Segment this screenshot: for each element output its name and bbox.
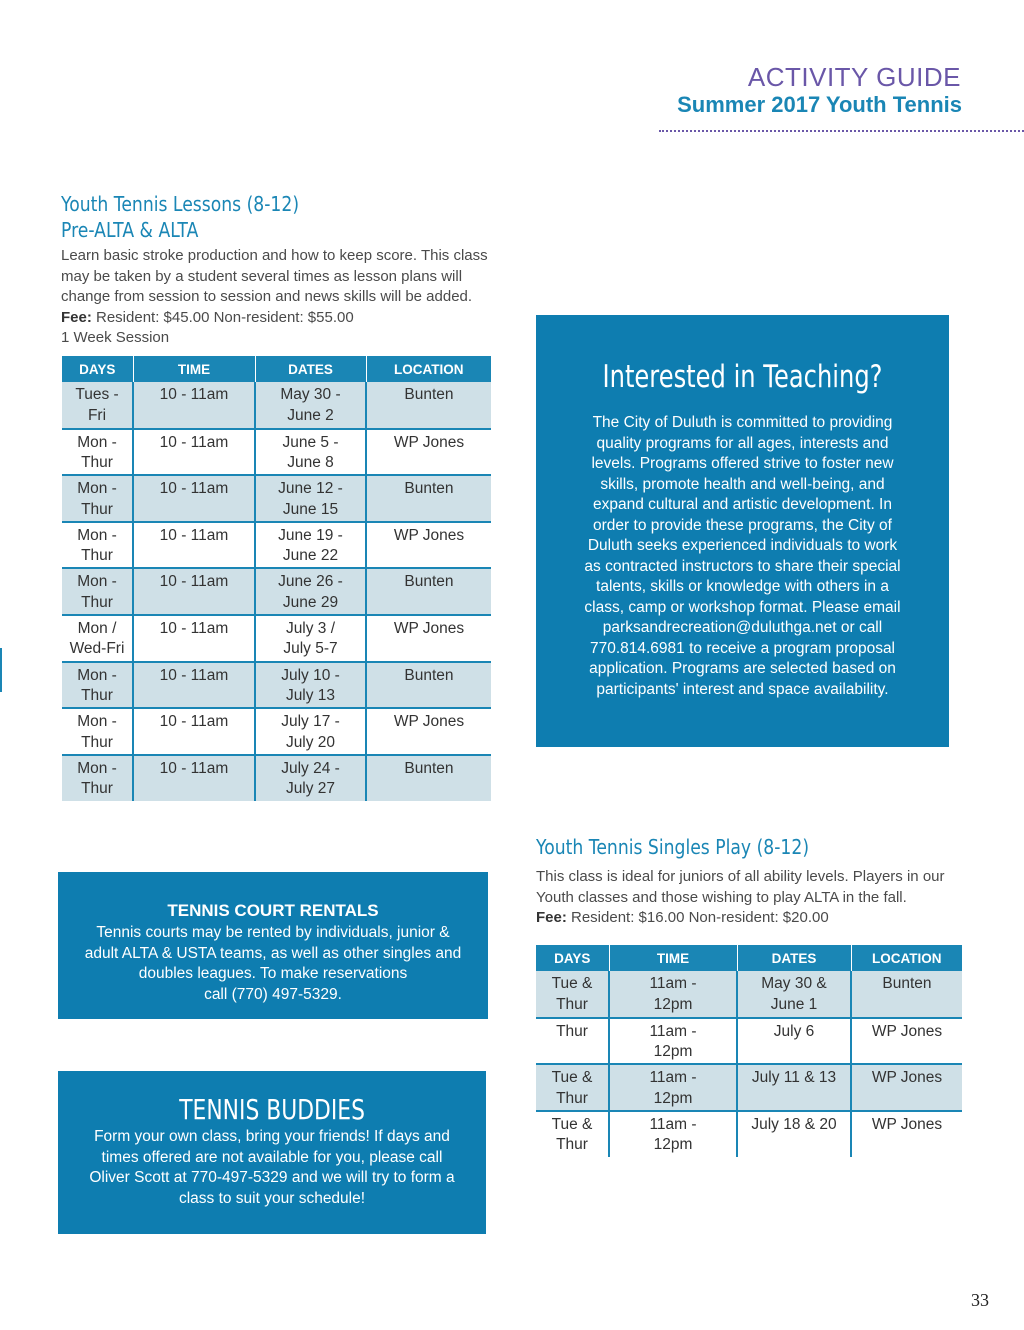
days-cell	[62, 382, 133, 429]
days-cell	[536, 1018, 609, 1065]
days-cell	[62, 755, 133, 802]
dates-cell-line: July 11 & 13	[751, 1069, 837, 1087]
time-cell-line: 12pm	[653, 995, 693, 1013]
time-cell-line: 11am -	[649, 1022, 697, 1040]
time-cell-line: 12pm	[653, 1043, 693, 1061]
page-number: 33	[971, 1290, 989, 1310]
dates-cell-line: June 2	[287, 406, 334, 424]
days-cell-line: Thur	[556, 995, 588, 1013]
time-cell-line: 11am -	[649, 1069, 697, 1087]
dates-cell-line: May 30 &	[761, 975, 827, 992]
time-cell	[609, 1064, 737, 1111]
table-row	[62, 429, 491, 476]
dates-cell-line: July 24 -	[281, 759, 340, 777]
dates-cell	[255, 429, 366, 476]
activity-guide-label: ACTIVITY GUIDE	[747, 62, 961, 92]
time-cell: 10 - 11am	[133, 755, 255, 802]
dates-cell	[255, 615, 366, 662]
time-cell: 10 - 11am	[133, 522, 255, 569]
singles-fee	[536, 908, 966, 929]
court-rentals-line: doubles leagues. To make reservations	[138, 965, 408, 982]
tennis-buddies-body	[76, 1127, 468, 1209]
days-cell-line: Tue &	[551, 975, 593, 992]
singles-description	[536, 867, 966, 929]
dates-cell-line: June 12 -	[278, 480, 343, 498]
table-row	[62, 522, 491, 569]
dates-cell-line: July 18 & 20	[751, 1115, 837, 1133]
column-header-days: DAYS	[62, 356, 133, 382]
dates-cell-line: July 17 -	[281, 713, 340, 731]
header-divider	[659, 130, 1024, 132]
dates-cell-line: June 26 -	[278, 573, 343, 591]
days-cell-line: Thur	[81, 593, 113, 611]
tennis-buddies-title-text: TENNIS BUDDIES	[179, 1093, 365, 1126]
days-cell-line: Thur	[81, 780, 113, 798]
days-cell-line: Mon -	[77, 573, 117, 591]
location-cell: Bunten	[366, 662, 491, 709]
teaching-title	[536, 359, 949, 395]
days-cell	[62, 522, 133, 569]
location-cell: WP Jones	[851, 1064, 962, 1111]
location-cell: WP Jones	[366, 429, 491, 476]
days-cell	[536, 971, 609, 1018]
dates-cell	[255, 475, 366, 522]
tennis-buddies-line: Oliver Scott at 770-497-5329 and we will try to form a	[89, 1169, 455, 1186]
teaching-body-line: application. Programs are selected based on	[589, 660, 896, 677]
dates-cell	[737, 971, 851, 1018]
table-row	[62, 708, 491, 755]
column-header-dates: DATES	[737, 945, 851, 971]
teaching-body-line: skills, promote health and well-being, and	[600, 475, 885, 493]
days-cell-line: Mon -	[77, 759, 117, 777]
time-cell: 10 - 11am	[133, 708, 255, 755]
court-rentals-line: adult ALTA & USTA teams, as well as other singles and	[84, 944, 462, 962]
dates-cell-line: July 27	[285, 780, 336, 798]
court-rentals-title: TENNIS COURT RENTALS	[167, 901, 379, 920]
days-cell-line: Thur	[556, 1022, 588, 1040]
time-cell: 10 - 11am	[133, 475, 255, 522]
days-cell-line: Tue &	[551, 1069, 593, 1087]
days-cell-line: Mon -	[77, 433, 117, 451]
table-row	[62, 475, 491, 522]
location-cell: Bunten	[851, 971, 962, 1018]
days-cell-line: Tues -	[75, 386, 119, 403]
teaching-body-line: class, camp or workshop format. Please email	[584, 598, 901, 616]
dates-cell	[255, 755, 366, 802]
column-header-time: TIME	[609, 945, 737, 971]
table-row	[536, 1018, 962, 1065]
time-cell-line: 11am -	[649, 1115, 697, 1133]
dates-cell	[255, 382, 366, 429]
fee-label: Fee:	[61, 308, 92, 326]
teaching-body-line: order to provide these programs, the City of	[593, 516, 892, 534]
dates-cell	[255, 568, 366, 615]
teaching-body-line: quality programs for all ages, interests and	[596, 434, 889, 452]
teaching-body-line: as contracted instructors to share their special	[584, 557, 901, 575]
court-rentals-callout	[58, 872, 488, 1019]
days-cell-line: Thur	[81, 687, 113, 705]
column-header-time: TIME	[133, 356, 255, 382]
time-cell: 10 - 11am	[133, 662, 255, 709]
days-cell-line: Thur	[81, 547, 113, 565]
tennis-buddies-line: Form your own class, bring your friends! If days and	[94, 1128, 450, 1145]
location-cell: Bunten	[366, 568, 491, 615]
days-cell	[62, 708, 133, 755]
lessons-subtitle: Pre-ALTA & ALTA	[61, 218, 199, 242]
table-row	[536, 971, 962, 1018]
teaching-body-line: talents, skills or knowledge with others in a	[596, 578, 889, 595]
table-row	[62, 755, 491, 802]
location-cell: WP Jones	[871, 1115, 943, 1133]
days-cell	[536, 1111, 609, 1158]
dates-cell	[255, 708, 366, 755]
time-cell	[609, 1018, 737, 1065]
court-rentals-line: call (770) 497-5329.	[204, 985, 342, 1003]
dates-cell-line: June 5 -	[282, 433, 339, 451]
time-cell-line: 11am -	[649, 975, 697, 992]
teaching-body-line: 770.814.6981 to receive a program proposal	[589, 639, 896, 657]
location-cell: Bunten	[366, 382, 491, 429]
dates-cell-line: July 20	[285, 733, 336, 751]
location-cell: WP Jones	[851, 1018, 962, 1065]
table-row	[536, 1111, 962, 1158]
days-cell	[62, 429, 133, 476]
table-header-row	[62, 356, 491, 382]
teaching-body-line: The City of Duluth is committed to providing	[592, 414, 893, 431]
time-cell: 10 - 11am	[133, 615, 255, 662]
days-cell	[62, 568, 133, 615]
days-cell-line: Thur	[81, 500, 113, 518]
dates-cell	[737, 1064, 851, 1111]
days-cell-line: Mon -	[77, 480, 117, 498]
dates-cell-line: July 5-7	[283, 640, 338, 658]
dates-cell	[737, 1111, 851, 1158]
teaching-body-line: expand cultural and artistic development. In	[593, 496, 892, 513]
dates-cell-line: July 6	[773, 1022, 815, 1040]
days-cell-line: Thur	[81, 733, 113, 751]
location-cell: WP Jones	[366, 522, 491, 569]
dates-cell-line: July 3 /	[285, 619, 336, 637]
singles-heading	[536, 834, 853, 860]
column-header-location: LOCATION	[366, 356, 491, 382]
days-cell-line: Thur	[556, 1089, 588, 1107]
days-cell-line: Tue &	[551, 1115, 593, 1133]
lessons-schedule-table	[62, 356, 491, 801]
teaching-callout	[536, 315, 949, 747]
teaching-title-text: Interested in Teaching?	[602, 359, 883, 395]
table-row	[62, 382, 491, 429]
time-cell: 10 - 11am	[133, 568, 255, 615]
table-header-row	[536, 945, 962, 971]
days-cell-line: Mon -	[77, 713, 117, 731]
dates-cell-line: July 13	[285, 687, 336, 705]
lessons-title: Youth Tennis Lessons (8-12)	[61, 192, 300, 216]
dates-cell-line: June 15	[282, 500, 339, 518]
singles-title: Youth Tennis Singles Play (8-12)	[536, 835, 810, 859]
days-cell-line: Mon -	[77, 666, 117, 684]
court-rentals-body	[80, 923, 466, 1005]
lessons-description	[61, 246, 521, 349]
days-cell-line: Wed-Fri	[69, 640, 125, 658]
time-cell: 10 - 11am	[133, 429, 255, 476]
table-row	[62, 568, 491, 615]
days-cell	[62, 662, 133, 709]
guide-title: Summer 2017 Youth Tennis	[677, 92, 962, 117]
time-cell-line: 12pm	[653, 1136, 693, 1154]
dates-cell-line: May 30 -	[280, 386, 341, 403]
singles-schedule-table	[536, 945, 962, 1157]
tennis-buddies-line: class to suit your schedule!	[178, 1189, 366, 1207]
days-cell-line: Fri	[87, 406, 107, 424]
dates-cell	[255, 522, 366, 569]
dates-cell-line: July 10 -	[281, 666, 340, 684]
location-cell: Bunten	[366, 475, 491, 522]
table-row	[62, 615, 491, 662]
dates-cell-line: June 19 -	[278, 526, 343, 544]
location-cell: WP Jones	[366, 708, 491, 755]
days-cell-line: Thur	[81, 454, 113, 472]
dates-cell-line: June 22	[282, 547, 339, 565]
singles-desc-line: This class is ideal for juniors of all ability levels. Players in our	[536, 868, 945, 885]
teaching-body-line: participants' interest and space availability.	[596, 680, 889, 698]
dates-cell	[255, 662, 366, 709]
column-header-days: DAYS	[536, 945, 609, 971]
tennis-buddies-title	[58, 1093, 486, 1126]
lessons-desc-line: Learn basic stroke production and how to keep score. This class	[61, 247, 488, 264]
time-cell	[609, 971, 737, 1018]
teaching-body-line: levels. Programs offered strive to foster new	[591, 455, 894, 472]
teaching-body-line: Duluth seeks experienced individuals to work	[587, 537, 898, 554]
dates-cell-line: June 8	[287, 454, 334, 472]
location-cell: WP Jones	[366, 615, 491, 662]
time-cell	[609, 1111, 737, 1158]
dates-cell-line: June 1	[770, 995, 818, 1013]
teaching-body-line: parksandrecreation@duluthga.net or call	[602, 619, 883, 636]
dates-cell-line: June 29	[282, 593, 339, 611]
table-row	[536, 1064, 962, 1111]
tennis-buddies-callout	[58, 1071, 486, 1234]
lessons-fee	[61, 308, 521, 329]
fee-label: Fee:	[536, 909, 567, 926]
lessons-desc-line: change from session to session and news skills will be added.	[61, 288, 473, 305]
lessons-heading	[61, 191, 338, 243]
court-rentals-line: Tennis courts may be rented by individuals, junior &	[96, 924, 450, 941]
days-cell	[536, 1064, 609, 1111]
page-edge-tab	[0, 648, 2, 692]
singles-desc-line: Youth classes and those wishing to play ALTA in the fall.	[536, 888, 907, 906]
lessons-desc-line: may be taken by a student several times as lesson plans will	[61, 267, 463, 285]
table-row	[62, 662, 491, 709]
location-cell: Bunten	[366, 755, 491, 802]
time-cell: 10 - 11am	[133, 382, 255, 429]
days-cell-line: Mon -	[77, 526, 117, 544]
days-cell-line: Mon /	[77, 619, 117, 637]
teaching-body	[572, 413, 913, 700]
lessons-session: 1 Week Session	[61, 329, 170, 346]
days-cell-line: Thur	[556, 1136, 588, 1154]
column-header-location: LOCATION	[851, 945, 962, 971]
days-cell	[62, 615, 133, 662]
tennis-buddies-line: times offered are not available for you, please call	[101, 1148, 443, 1166]
dates-cell	[737, 1018, 851, 1065]
fee-amounts: Resident: $16.00 Non-resident: $20.00	[566, 909, 829, 926]
column-header-dates: DATES	[255, 356, 366, 382]
time-cell-line: 12pm	[653, 1089, 693, 1107]
fee-amounts: Resident: $45.00 Non-resident: $55.00	[91, 308, 354, 326]
days-cell	[62, 475, 133, 522]
